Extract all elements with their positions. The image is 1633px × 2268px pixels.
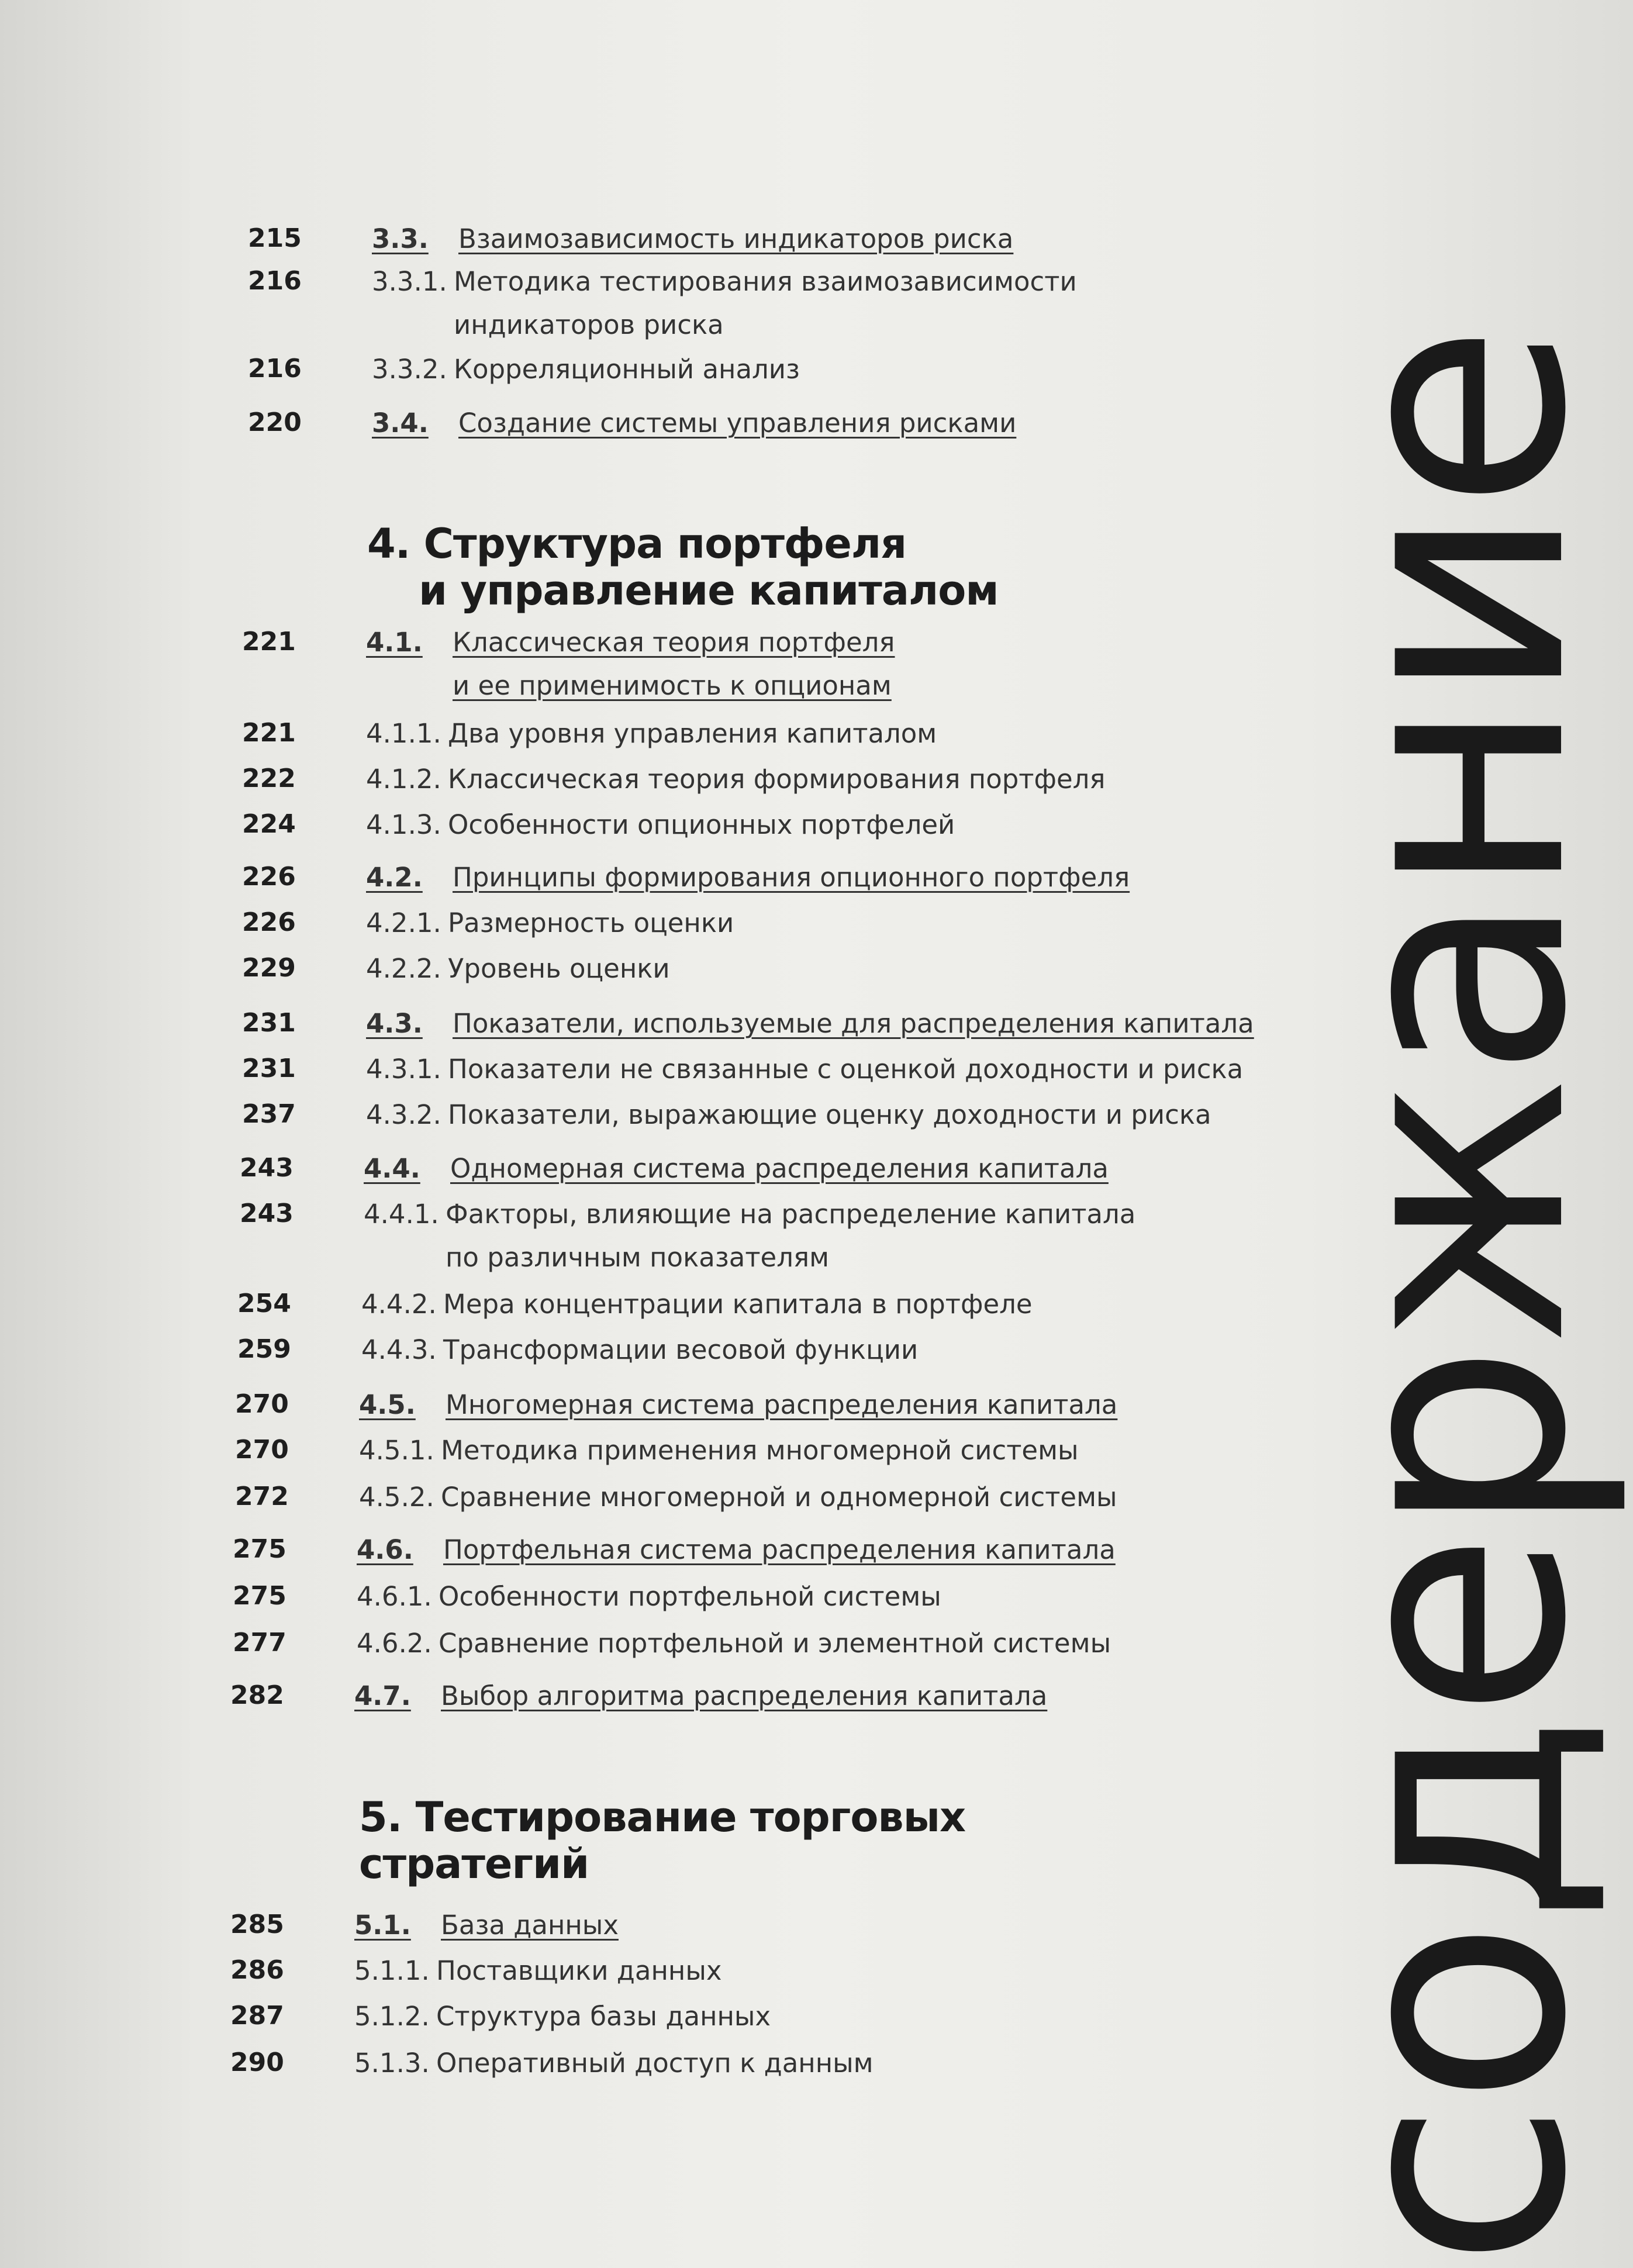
page-number: 222 [242,764,296,793]
section-title: Поставщики данных [436,1955,722,1986]
page-number: 270 [235,1435,289,1465]
page-number: 277 [233,1628,286,1658]
section-code: 5.1.1. [354,1955,430,1986]
section-title: Структура базы данных [436,2001,771,2032]
page-number: 237 [242,1099,296,1129]
entry-text [372,223,1013,254]
section-title: Показатели не связанные с оценкой доходности и риска [448,1054,1244,1085]
section-code: 5.1. [354,1910,411,1941]
section-title: Особенности портфельной системы [439,1581,941,1612]
section-title: Показатели, используемые для распределения капитала [453,1008,1254,1039]
entry-text [366,764,1106,795]
section-code: 5.1.3. [354,2048,430,2079]
section-title: Трансформации весовой функции [443,1334,919,1365]
page-number: 275 [233,1581,286,1611]
section-code: 4.6. [357,1534,413,1565]
page-number: 224 [242,809,296,839]
section-code: 4.1.2. [366,764,441,795]
section-code: 3.3.1. [372,266,447,297]
entry-text [366,862,1130,893]
section-code: 4.3. [366,1008,423,1039]
page-number: 220 [248,408,302,437]
section-title: Выбор алгоритма распределения капитала [441,1680,1048,1711]
section-title: Создание системы управления рисками [458,408,1017,439]
page-number: 226 [242,907,296,937]
section-code: 4.4.2. [361,1289,437,1320]
page-number: 221 [242,627,296,657]
chapter-heading-line: и управление капиталом [419,567,999,615]
section-title: База данных [441,1910,619,1941]
entry-text [354,1910,619,1941]
entry-text [354,1955,721,1986]
entry-text [359,1435,1079,1466]
page-number: 290 [230,2048,284,2077]
page-number: 254 [237,1289,291,1318]
section-code: 3.3.2. [372,354,447,385]
section-title-continuation: индикаторов риска [454,309,724,340]
page-number: 275 [233,1534,286,1564]
section-code: 4.3.2. [366,1099,441,1130]
entry-text [357,1534,1116,1565]
section-title: Размерность оценки [448,907,734,938]
page-number: 216 [248,354,302,384]
section-code: 4.2.1. [366,907,441,938]
page-number: 216 [248,266,302,296]
page-number: 243 [240,1199,294,1228]
section-code: 4.5.2. [359,1482,434,1513]
entry-text [372,266,1077,297]
section-title: Принципы формирования опционного портфеля [453,862,1130,893]
page-number: 231 [242,1008,296,1038]
section-title-continuation: по различным показателям [446,1242,830,1273]
section-code: 4.1. [366,627,423,658]
entry-text [361,1334,918,1365]
page-number: 226 [242,862,296,892]
page-number: 231 [242,1054,296,1083]
section-code: 4.4.3. [361,1334,437,1365]
page-number: 259 [237,1334,291,1364]
page-number: 229 [242,953,296,983]
section-title: Факторы, влияющие на распределение капитала [446,1199,1136,1230]
entry-text [359,1389,1117,1420]
section-title: Методика применения многомерной системы [441,1435,1079,1466]
entry-text [366,627,895,658]
entry-text [366,1099,1211,1130]
entry-text [354,1680,1047,1711]
section-code: 4.6.2. [357,1628,432,1659]
entry-text [361,1289,1033,1320]
page-number: 215 [248,223,302,253]
entry-text [354,2001,771,2032]
section-title: Методика тестирования взаимозависимости [454,266,1077,297]
section-title: Одномерная система распределения капитала [450,1153,1109,1184]
section-code: 3.3. [372,223,429,254]
section-title: Портфельная система распределения капитала [443,1534,1116,1565]
entry-text [357,1628,1111,1659]
entry-text [364,1153,1109,1184]
section-code: 4.4.1. [364,1199,439,1230]
chapter-heading-4 [367,520,999,614]
entry-text [364,1199,1135,1230]
chapter-heading-line: 5. Тестирование торговых [359,1793,966,1841]
section-code: 4.6.1. [357,1581,432,1612]
section-title: Уровень оценки [448,953,670,984]
section-code: 4.4. [364,1153,420,1184]
page-number: 272 [235,1482,289,1511]
page-number: 287 [230,2001,284,2031]
page-number: 243 [240,1153,294,1183]
section-title-continuation: и ее применимость к опционам [453,670,892,701]
chapter-heading-line: 4. Структура портфеля [367,520,907,568]
entry-text [359,1482,1117,1513]
page-number: 286 [230,1955,284,1985]
section-title: Классическая теория формирования портфеля [448,764,1106,795]
section-code: 4.7. [354,1680,411,1711]
section-title: Сравнение портфельной и элементной системы [439,1628,1111,1659]
side-title: содержание [1279,327,1633,2268]
section-title: Два уровня управления капиталом [448,718,937,749]
section-title: Оперативный доступ к данным [436,2048,874,2079]
entry-text [366,953,670,984]
entry-text [366,1008,1254,1039]
section-title: Многомерная система распределения капитала [446,1389,1118,1420]
section-title: Особенности опционных портфелей [448,809,955,840]
section-code: 4.3.1. [366,1054,441,1085]
section-title: Сравнение многомерной и одномерной системы [441,1482,1117,1513]
entry-text [354,2048,874,2079]
section-code: 5.1.2. [354,2001,430,2032]
section-title: Взаимозависимость индикаторов риска [458,223,1014,254]
section-code: 4.5.1. [359,1435,434,1466]
section-code: 4.2.2. [366,953,441,984]
entry-text [357,1581,941,1612]
chapter-heading-line: стратегий [359,1840,589,1888]
section-code: 4.1.3. [366,809,441,840]
section-title: Корреляционный анализ [454,354,800,385]
section-code: 4.2. [366,862,423,893]
page-number: 221 [242,718,296,748]
page-number: 282 [230,1680,284,1710]
entry-text [366,809,955,840]
entry-text [372,408,1016,439]
entry-text [372,354,800,385]
section-code: 4.1.1. [366,718,441,749]
section-title: Классическая теория портфеля [453,627,895,658]
section-title: Мера концентрации капитала в портфеле [443,1289,1033,1320]
page-number: 270 [235,1389,289,1419]
chapter-heading-5 [359,1794,965,1887]
section-code: 4.5. [359,1389,416,1420]
page-number: 285 [230,1910,284,1939]
section-title: Показатели, выражающие оценку доходности и риска [448,1099,1211,1130]
entry-text [366,907,734,938]
entry-text [366,718,937,749]
entry-text [366,1054,1243,1085]
section-code: 3.4. [372,408,429,439]
